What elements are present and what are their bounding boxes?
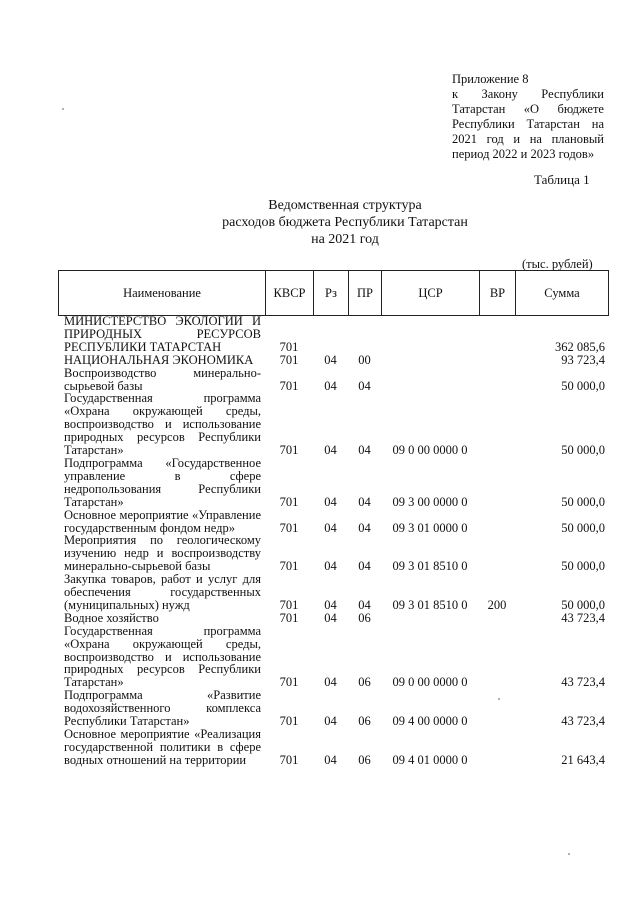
row-sum: 43 723,4 [561,610,605,625]
row-pr: 04 [358,520,371,535]
row-vr [479,625,515,690]
row-pr: 04 [358,443,371,458]
table-row [58,573,608,612]
table-row [58,457,608,509]
row-vr [479,728,515,767]
scan-speck [498,698,500,700]
table-row [58,367,608,393]
column-header-sum: Сумма [516,271,609,316]
row-name: Воспроизводство минерально-сырьевой базы [64,365,261,393]
row-rz [313,315,348,354]
table-row [58,392,608,457]
row-csr: 09 3 01 8510 0 [392,597,468,612]
table-row [58,509,608,535]
row-name: Подпрограмма «Государственное управление в сфере недропользования Республики Татарстан» [64,455,261,509]
row-name: Водное хозяйство [64,610,159,625]
row-rz: 04 [324,714,337,729]
row-rz: 04 [324,597,337,612]
row-kvsr: 701 [279,559,299,574]
row-pr: 06 [358,675,371,690]
row-csr: 09 0 00 0000 0 [392,675,468,690]
row-sum: 50 000,0 [561,520,605,535]
row-kvsr: 701 [279,610,299,625]
row-pr: 04 [358,597,371,612]
row-vr: 200 [487,597,507,612]
row-pr: 04 [358,494,371,509]
row-sum: 43 723,4 [561,714,605,729]
title-line-3: на 2021 год [311,232,379,247]
row-sum: 50 000,0 [561,443,605,458]
row-name: Государственная программа «Охрана окружающей среды, воспроизводство и использование природных ресурсов Республики Татарстан» [64,391,261,458]
appendix-line-1: Приложение 8 [452,72,529,86]
scan-speck [568,853,570,855]
row-kvsr: 701 [279,714,299,729]
row-csr [381,612,479,625]
units-label: (тыс. рублей) [522,257,593,271]
row-sum: 43 723,4 [561,675,605,690]
column-header-rz: Рз [314,271,349,316]
row-pr: 06 [358,610,371,625]
table-row [58,315,608,354]
row-csr: 09 3 00 0000 0 [392,494,468,509]
row-name: Подпрограмма «Развитие водохозяйственного комплекса Республики Татарстан» [64,688,261,729]
row-rz: 04 [324,378,337,393]
row-kvsr: 701 [279,494,299,509]
row-rz: 04 [324,494,337,509]
row-name: Государственная программа «Охрана окружающей среды, воспроизводство и использование природных ресурсов Республики Татарстан» [64,623,261,690]
row-kvsr: 701 [279,597,299,612]
row-csr: 09 3 01 0000 0 [392,520,468,535]
title-line-2: расходов бюджета Республики Татарстан [222,215,468,230]
row-name: МИНИСТЕРСТВО ЭКОЛОГИИ И ПРИРОДНЫХ РЕСУРСОВ РЕСПУБЛИКИ ТАТАРСТАН [64,314,261,354]
row-name: Мероприятия по геологическому изучению недр и воспроизводству минерально-сырьевой базы [64,533,261,574]
column-header-vr: ВР [480,271,516,316]
row-name: Закупка товаров, работ и услуг для обеспечения государственных (муниципальных) нужд [64,572,261,612]
row-vr [479,509,515,535]
row-pr: 04 [358,559,371,574]
row-kvsr: 701 [279,352,299,367]
row-vr [479,612,515,625]
row-sum: 50 000,0 [561,559,605,574]
table-row [58,625,608,690]
row-pr [348,315,381,354]
row-rz: 04 [324,675,337,690]
table-body [58,315,608,767]
column-header-pr: ПР [349,271,382,316]
row-pr: 00 [358,352,371,367]
column-header-csr: ЦСР [382,271,480,316]
row-sum: 50 000,0 [561,494,605,509]
row-pr: 06 [358,714,371,729]
row-name: Основное мероприятие «Реализация государственной политики в сфере водных отношений на территории [64,727,261,767]
row-sum: 50 000,0 [561,378,605,393]
row-vr [479,367,515,393]
row-kvsr: 701 [279,443,299,458]
row-pr: 04 [358,378,371,393]
row-csr: 09 4 00 0000 0 [392,714,468,729]
appendix-note [452,72,604,162]
row-csr: 09 3 01 8510 0 [392,559,468,574]
row-csr: 09 4 01 0000 0 [392,752,468,767]
row-sum: 362 085,6 [555,339,605,354]
column-header-kvsr: КВСР [266,271,314,316]
row-vr [479,534,515,573]
row-rz: 04 [324,352,337,367]
row-kvsr: 701 [279,378,299,393]
row-rz: 04 [324,559,337,574]
row-sum: 50 000,0 [561,597,605,612]
row-kvsr: 701 [279,752,299,767]
row-rz: 04 [324,610,337,625]
row-csr [381,367,479,393]
table-row [58,728,608,767]
table-row [58,689,608,728]
row-csr [381,354,479,367]
row-rz: 04 [324,443,337,458]
column-header-name: Наименование [59,271,266,316]
row-vr [479,457,515,509]
scan-speck [62,108,64,110]
table-label: Таблица 1 [534,172,590,187]
table-row [58,612,608,625]
row-sum: 21 643,4 [561,752,605,767]
title-line-1: Ведомственная структура [268,198,422,213]
row-vr [479,354,515,367]
table-row [58,534,608,573]
row-vr [479,315,515,354]
row-rz: 04 [324,520,337,535]
row-kvsr: 701 [279,520,299,535]
row-rz: 04 [324,752,337,767]
row-kvsr: 701 [279,675,299,690]
row-sum: 93 723,4 [561,352,605,367]
row-csr [381,315,479,354]
row-name: Основное мероприятие «Управление государственным фондом недр» [64,507,261,535]
row-csr: 09 0 00 0000 0 [392,443,468,458]
row-name: НАЦИОНАЛЬНАЯ ЭКОНОМИКА [64,352,254,367]
row-pr: 06 [358,752,371,767]
document-title [180,197,510,248]
row-vr [479,392,515,457]
table-header [58,270,609,316]
table-row [58,354,608,367]
row-vr [479,689,515,728]
row-kvsr: 701 [279,339,299,354]
appendix-line-2: к Закону Республики Татарстан «О бюджете Республики Татарстан на 2021 год и на плановый период 2022 и 2023 годов» [452,87,604,161]
